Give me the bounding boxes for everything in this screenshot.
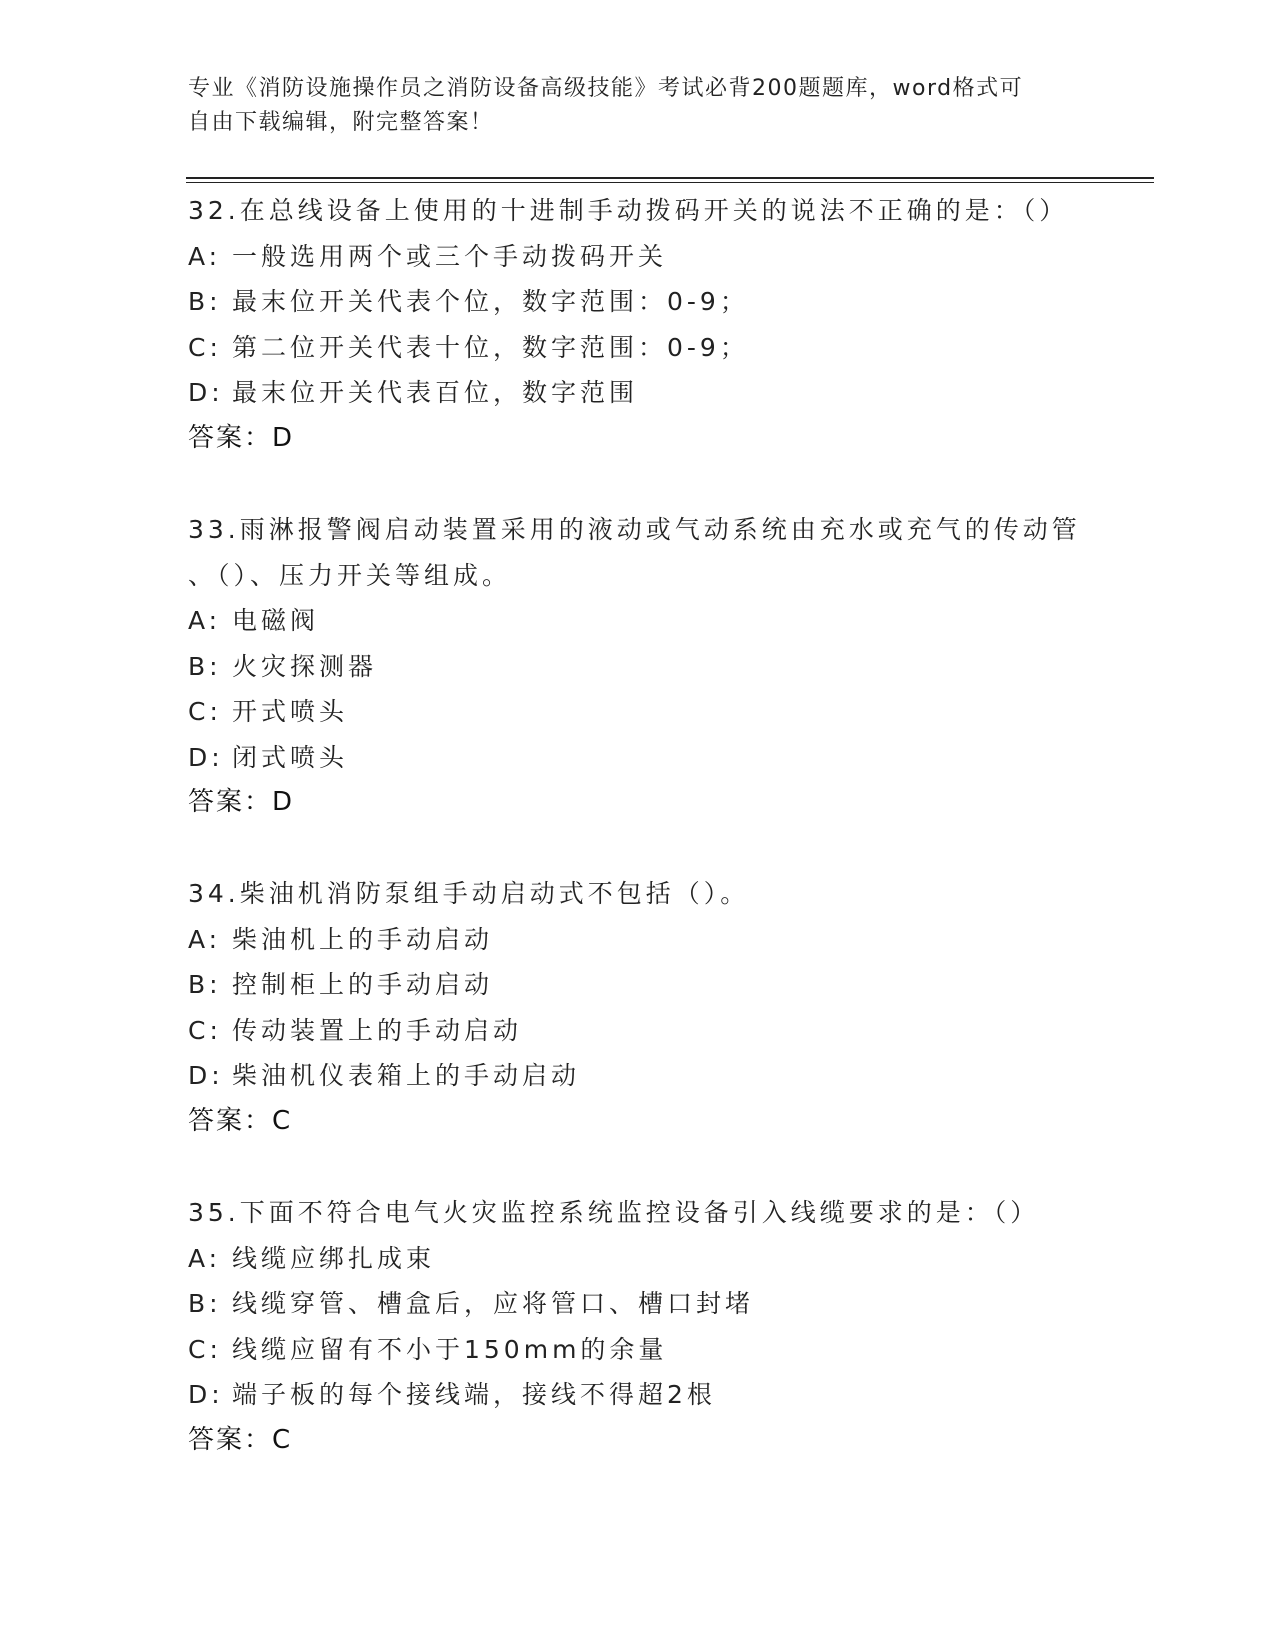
option-b	[188, 279, 1088, 325]
option-text: 火灾探测器	[232, 651, 378, 681]
option-text: 线缆应绑扎成束	[232, 1243, 436, 1273]
question-stem-continued: 、（）、压力开关等组成。	[188, 560, 512, 590]
option-d	[188, 1372, 1088, 1418]
option-letter: D:	[188, 1380, 224, 1409]
option-a	[188, 598, 1088, 644]
question-32	[188, 188, 1088, 461]
option-text: 开式喷头	[232, 697, 349, 726]
option-text: 端子板的每个接线端，接线不得超2根	[232, 1380, 716, 1409]
option-a	[188, 1236, 1088, 1282]
option-text: 控制柜上的手动启动	[232, 970, 494, 999]
option-text: 电磁阀	[232, 606, 320, 635]
option-text: 一般选用两个或三个手动拨码开关	[232, 241, 668, 271]
option-text: 传动装置上的手动启动	[232, 1015, 523, 1045]
option-text: 柴油机仪表箱上的手动启动	[232, 1061, 581, 1090]
option-text: 柴油机上的手动启动	[232, 924, 494, 954]
option-b	[188, 644, 1088, 690]
option-letter: A:	[188, 606, 222, 635]
question-stem: 32.在总线设备上使用的十进制手动拨码开关的说法不正确的是：（）	[188, 196, 1069, 225]
option-b	[188, 1281, 1088, 1327]
option-text: 线缆应留有不小于150mm的余量	[232, 1334, 668, 1364]
answer-line: 答案：D	[188, 422, 295, 453]
option-d	[188, 735, 1088, 781]
option-letter: B:	[188, 970, 222, 999]
option-letter: C:	[188, 332, 222, 362]
header-line-2: 自由下载编辑，附完整答案！	[188, 110, 494, 135]
option-letter: B:	[188, 1289, 222, 1318]
question-stem: 34.柴油机消防泵组手动启动式不包括（）。	[188, 879, 750, 908]
header-divider-thin	[186, 182, 1154, 183]
question-34	[188, 871, 1088, 1144]
option-d	[188, 370, 1088, 416]
answer-line: 答案：D	[188, 787, 295, 817]
option-b	[188, 962, 1088, 1008]
option-letter: D:	[188, 378, 224, 407]
option-text: 线缆穿管、槽盒后，应将管口、槽口封堵	[232, 1289, 755, 1318]
option-text: 最末位开关代表个位，数字范围：0-9；	[232, 287, 749, 316]
option-c	[188, 689, 1088, 735]
option-letter: A:	[188, 241, 222, 271]
option-c	[188, 1008, 1088, 1054]
option-text: 闭式喷头	[232, 742, 349, 772]
option-letter: A:	[188, 1243, 222, 1273]
option-a	[188, 917, 1088, 963]
option-letter: C:	[188, 1334, 222, 1364]
option-letter: D:	[188, 1061, 224, 1090]
question-stem: 35.下面不符合电气火灾监控系统监控设备引入线缆要求的是：（）	[188, 1198, 1040, 1227]
option-text: 第二位开关代表十位，数字范围：0-9；	[232, 332, 749, 362]
question-33	[188, 507, 1088, 826]
option-text: 最末位开关代表百位，数字范围	[232, 378, 639, 407]
header-divider-thick	[186, 177, 1154, 179]
header-line-1: 专业《消防设施操作员之消防设备高级技能》考试必背200题题库，word格式可	[188, 76, 1024, 101]
option-letter: C:	[188, 697, 222, 726]
option-letter: D:	[188, 742, 224, 772]
question-stem: 33.雨淋报警阀启动装置采用的液动或气动系统由充水或充气的传动管	[188, 515, 1081, 544]
option-c	[188, 325, 1088, 371]
option-c	[188, 1327, 1088, 1373]
option-d	[188, 1053, 1088, 1099]
answer-line: 答案：C	[188, 1424, 293, 1455]
option-letter: B:	[188, 287, 222, 316]
option-letter: C:	[188, 1015, 222, 1045]
answer-line: 答案：C	[188, 1105, 293, 1136]
option-letter: B:	[188, 651, 222, 681]
option-a	[188, 234, 1088, 280]
document-header	[188, 72, 1088, 140]
question-35	[188, 1190, 1088, 1463]
option-letter: A:	[188, 924, 222, 954]
